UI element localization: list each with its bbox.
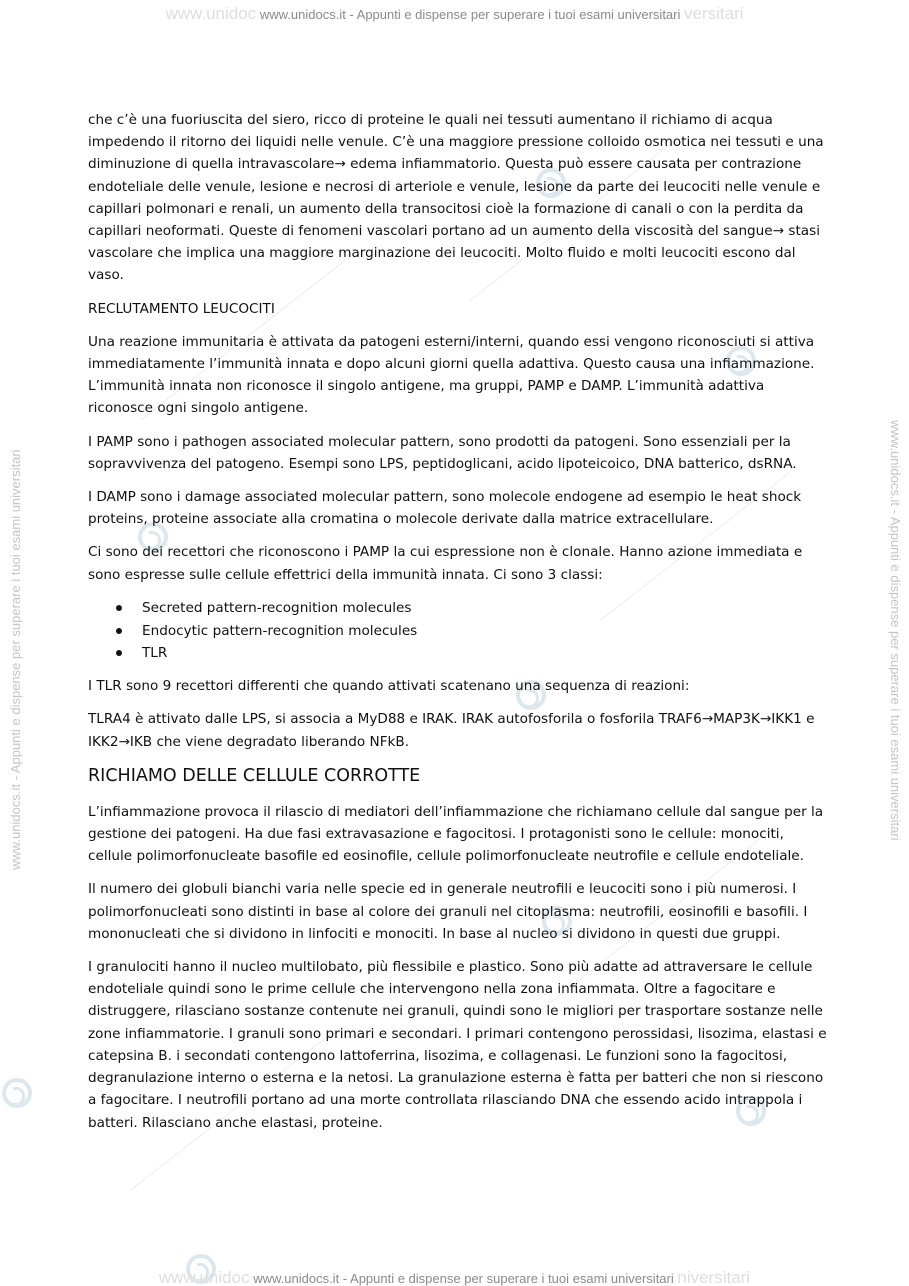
document-body xyxy=(88,109,828,1145)
paragraph: Il numero dei globuli bianchi varia nelle specie ed in generale neutrofili e leucociti sono i più numerosi. I polimorfonucleati sono distinti in base al colore dei granuli nel citoplasma: neutrofili, eosinofili e basofili. I mononucleati che si dividono in linfociti e monociti. In base al nucleo si dividono in questi due gruppi. xyxy=(88,881,808,942)
header-watermark-text: www.unidocs.it - Appunti e dispense per superare i tuoi esami universitari xyxy=(259,7,681,22)
footer-watermark xyxy=(0,1268,909,1286)
section-heading: RICHIAMO DELLE CELLULE CORROTTE xyxy=(88,765,421,786)
paragraph: L’infiammazione provoca il rilascio di mediatori dell’infiammazione che richiamano cellule dal sangue per la gestione dei patogeni. Ha due fasi extravasazione e fagocitosi. I protagonisti sono le cellule: monociti, cellule polimorfonucleate basofile ed eosinofile, cellule polimorfonucleate neutrofile e cellule endoteliale. xyxy=(88,803,824,865)
bullet-list xyxy=(88,597,828,665)
right-side-watermark: www.unidocs.it - Appunti e dispense per superare i tuoi esami universitari xyxy=(888,420,903,841)
paragraph: Ci sono dei recettori che riconoscono i PAMP la cui espressione non è clonale. Hanno azione immediata e sono espresse sulle cellule effettrici della immunità innata. Ci sono 3 classi: xyxy=(88,544,803,583)
paragraph: I granulociti hanno il nucleo multilobato, più flessibile e plastico. Sono più adatte ad attraversare le cellule endoteliale quindi sono le prime cellule che intervengono nella zona infiammata. Oltre a fagocitare e distruggere, rilasciano sostanze contenute nei granuli, quindi sono le migliori per trasportare sostanze nelle zone infiammatorie. I granuli sono primari e secondari. I primari contengono perossidasi, lisozima, elastasi e catepsina B. i secondati contengono lattoferrina, lisozima, e collagenasi. Le funzioni sono la fagocitosi, degranulazione interno o esterna e la netosi. La granulazione esterna è fatta per batteri che non si riescono a fagocitare. I neutrofili portano ad una morte controllata rilasciando DNA che essendo acido intrappola i batteri. Rilasciano anche elastasi, proteine. xyxy=(88,959,827,1131)
header-watermark xyxy=(0,4,909,24)
list-item: TLR xyxy=(142,642,828,665)
paragraph: Una reazione immunitaria è attivata da patogeni esterni/interni, quando essi vengono riconosciuti si attiva immediatamente l’immunità innata e dopo alcuni giorni quella adattiva. Questo causa una infiammazione. L’immunità innata non riconosce il singolo antigene, ma gruppi, PAMP e DAMP. L’immunità adattiva riconosce ogni singolo antigene. xyxy=(88,333,815,417)
header-watermark-suffix: versitari xyxy=(684,4,744,23)
header-watermark-prefix: www.unidoc xyxy=(165,4,257,23)
paragraph: TLRA4 è attivato dalle LPS, si associa a MyD88 e IRAK. IRAK autofosforila o fosforila TRAF6→MAP3K→IKK1 e IKK2→IKB che viene degradato liberando NFkB. xyxy=(88,711,815,750)
paragraph: che c’è una fuoriuscita del siero, ricco di proteine le quali nei tessuti aumentano il richiamo di acqua impedendo il ritorno dei liquidi nelle venule. C’è una maggiore pressione colloido osmotica nei tessuti e una diminuzione di quella intravascolare→ edema infiammatorio. Questa può essere causata per contrazione endoteliale delle venule, lesione e necrosi di arteriole e venule, lesione da parte dei leucociti nelle venule e capillari polmonari e renali, un aumento della transocitosi cioè la formazione di canali o con la perdita da capillari neoformati. Queste di fenomeni vascolari portano ad un aumento della viscosità del sangue→ stasi vascolare che implica una maggiore marginazione dei leucociti. Molto fluido e molti leucociti escono dal vaso. xyxy=(88,112,824,284)
unidocs-logo-icon xyxy=(2,1078,32,1108)
list-item: Endocytic pattern-recognition molecules xyxy=(142,620,828,643)
footer-watermark-suffix: niversitari xyxy=(677,1268,751,1286)
footer-watermark-text: www.unidocs.it - Appunti e dispense per superare i tuoi esami universitari xyxy=(253,1271,674,1286)
footer-watermark-prefix: www.unidoc xyxy=(158,1268,250,1286)
left-side-watermark: www.unidocs.it - Appunti e dispense per superare i tuoi esami universitari xyxy=(8,449,23,870)
subheading-reclutamento-leucociti: RECLUTAMENTO LEUCOCITI xyxy=(88,300,275,317)
paragraph: I PAMP sono i pathogen associated molecular pattern, sono prodotti da patogeni. Sono essenziali per la sopravvivenza del patogeno. Esempi sono LPS, peptidoglicani, acido lipoteicoico, DNA batterico, dsRNA. xyxy=(88,433,797,472)
list-item: Secreted pattern-recognition molecules xyxy=(142,597,828,620)
paragraph: I DAMP sono i damage associated molecular pattern, sono molecole endogene ad esempio le heat shock proteins, proteine associate alla cromatina o molecole derivate dalla matrice extracellulare. xyxy=(88,489,802,528)
paragraph: I TLR sono 9 recettori differenti che quando attivati scatenano una sequenza di reazioni: xyxy=(88,678,690,695)
